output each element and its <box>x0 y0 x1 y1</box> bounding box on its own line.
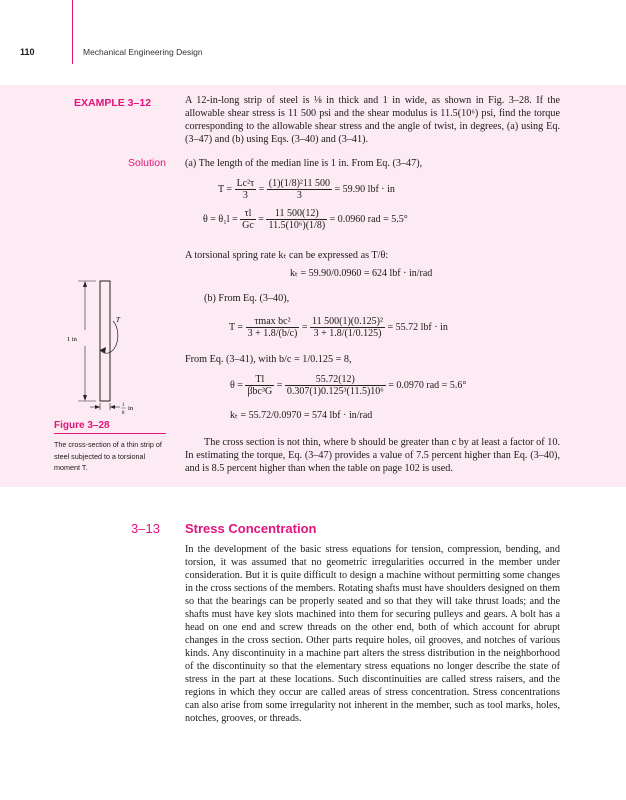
header-rule <box>72 0 73 64</box>
fraction <box>245 374 274 397</box>
equation-spring-rate-b: kₜ = 55.72/0.0970 = 574 lbf · in/rad <box>230 410 373 421</box>
equation-torque-b: T = $\frac{\text{τmax bc²}}{3 + 1.8/(b/c)}$ = $\frac{\text{11 500(1)(0.125)²}}{3 + 1.8/(1/0.125)}$ = 55.72 lbf · in <box>229 316 448 339</box>
section-body: In the development of the basic stress equations for tension, compression, bending, and torsion, it was assumed that no geometric irregularities occurred in the member under consideration. But it is quite difficult to design a machine without permitting some changes in the cross sections of the members. Rotating shafts must have shoulders designed on them so that the bearings can be properly seated and so that they will take thrust loads; and the shafts must have key slots machined into them for securing pulleys and gears. A bolt has a head on one end and screw threads on the other end, both of which account for abrupt changes in the cross section. Other parts require holes, oil grooves, and notches of various kinds. Any discontinuity in a machine part alters the stress distribution in the neighborhood of the discontinuity so that the elementary stress equations no longer describe the state of stress in the part at these locations. Such discontinuities are called stress raisers, and the regions in which they occur are called areas of stress concentration. Stress concentrations can also arise from some irregularity not inherent in the member, such as tool marks, holes, notches, grooves, or threads. <box>185 544 560 724</box>
eq-numerator: Tl <box>245 374 274 386</box>
eq341-intro: From Eq. (3–41), with b/c = 1/0.125 = 8, <box>185 354 352 365</box>
eq-numerator: Lc²τ <box>236 178 255 189</box>
section-title: Stress Concentration <box>185 521 317 536</box>
torque-arrow <box>100 321 118 353</box>
eq-numerator: τl <box>240 208 256 220</box>
eq-numerator: 11 500(1)(0.125)² <box>312 316 383 327</box>
torque-label: T <box>116 316 120 324</box>
eq-result: = 59.90 lbf · in <box>334 183 395 195</box>
fraction <box>240 208 256 231</box>
eq-result: = 0.0960 rad = 5.5° <box>329 213 408 225</box>
section-number: 3–13 <box>131 521 160 536</box>
eq-denominator: 3 <box>242 190 248 201</box>
thickness-num: 1 <box>122 403 125 408</box>
fraction <box>310 316 385 339</box>
width-dimension <box>78 281 96 401</box>
eq-denominator: 3 <box>296 190 302 201</box>
strip-diagram <box>52 278 172 418</box>
figure-rule <box>54 433 166 434</box>
eq-numerator: 55.72(12) <box>285 374 386 386</box>
fraction <box>266 208 327 231</box>
example-label: EXAMPLE 3–12 <box>74 97 152 109</box>
fraction <box>267 178 332 201</box>
eq-numerator: (1)(1/8)²11 500 <box>268 178 331 189</box>
eq-denominator: 11.5(10⁶)(1/8) <box>268 220 326 231</box>
eq-numerator: τmax bc² <box>246 316 300 328</box>
thickness-unit: in <box>128 405 134 412</box>
eq-result: = 55.72 lbf · in <box>387 321 448 333</box>
fraction <box>285 374 386 397</box>
fraction <box>235 178 257 201</box>
solution-label: Solution <box>128 157 166 169</box>
width-label: 1 in <box>67 336 77 343</box>
eq-lhs: θ = θ₁l = <box>203 213 238 225</box>
eq-denominator: 3 + 1.8/(b/c) <box>247 328 298 339</box>
eq-numerator: 11 500(12) <box>266 208 327 220</box>
eq-result: = 0.0970 rad = 5.6° <box>388 379 467 391</box>
eq-lhs: T = <box>229 321 244 333</box>
figure-title: Figure 3–28 <box>54 420 110 431</box>
part-b-intro: (b) From Eq. (3–40), <box>204 293 290 304</box>
eq-denominator: 0.307(1)0.125³(11.5)10⁶ <box>286 386 384 397</box>
eq-lhs: T = <box>218 183 233 195</box>
strip-outline <box>100 281 110 401</box>
eq-denominator: βbc³G <box>247 386 273 397</box>
eq-lhs: θ = <box>230 379 243 391</box>
fraction <box>246 316 300 339</box>
thickness-dimension <box>90 403 120 410</box>
spring-rate-intro: A torsional spring rate kₜ can be expressed as T/θ: <box>185 250 389 261</box>
part-a-intro: (a) The length of the median line is 1 in. From Eq. (3–47), <box>185 158 423 169</box>
equation-angle-a: θ = θ₁l = $\frac{\tau l}{Gc}$ = $\frac{11 500(12)}{\text{11.5(10⁶)(1/8)}}$ = 0.0960 rad = 5.5° <box>203 208 408 231</box>
figure-caption: The cross-section of a thin strip of steel subjected to a torsional moment T. <box>54 440 162 472</box>
equation-spring-rate-a: kₜ = 59.90/0.0960 = 624 lbf · in/rad <box>290 268 433 279</box>
eq-denominator: 3 + 1.8/(1/0.125) <box>313 328 382 339</box>
example-statement: A 12-in-long strip of steel is ⅛ in thick and 1 in wide, as shown in Fig. 3–28. If the allowable shear stress is 11 500 psi and the shear modulus is 11.5(10⁶) psi, find the torque corresponding to the allowable shear stress and the angle of twist, in degrees, (a) using Eq. (3–47) and (b) using Eqs. (3–40) and (3–41). <box>185 95 560 145</box>
closing-paragraph: The cross section is not thin, where b should be greater than c by at least a factor of 10. In estimating the torque, Eq. (3–47) provides a value of 7.5 percent higher than Eq. (3–40), and is 8.5 percent higher than when the table on page 102 is used. <box>185 437 560 474</box>
equation-angle-b: θ = $\frac{Tl}{\text{βbc³G}}$ = $\frac{55.72(12)}{\text{0.307(1)0.125³(11.5)10⁶}}$ = 0.0970 rad = 5.6° <box>230 374 467 397</box>
thickness-den: 8 <box>122 411 125 416</box>
eq-denominator: Gc <box>242 220 254 231</box>
running-title: Mechanical Engineering Design <box>83 47 203 57</box>
equation-torque-a: T = $\frac{\text{Lc²τ}}{3}$ = $\frac{\text{(1)(1/8)²11 500}}{3}$ = 59.90 lbf · in <box>218 178 395 201</box>
page-number: 110 <box>20 47 35 57</box>
